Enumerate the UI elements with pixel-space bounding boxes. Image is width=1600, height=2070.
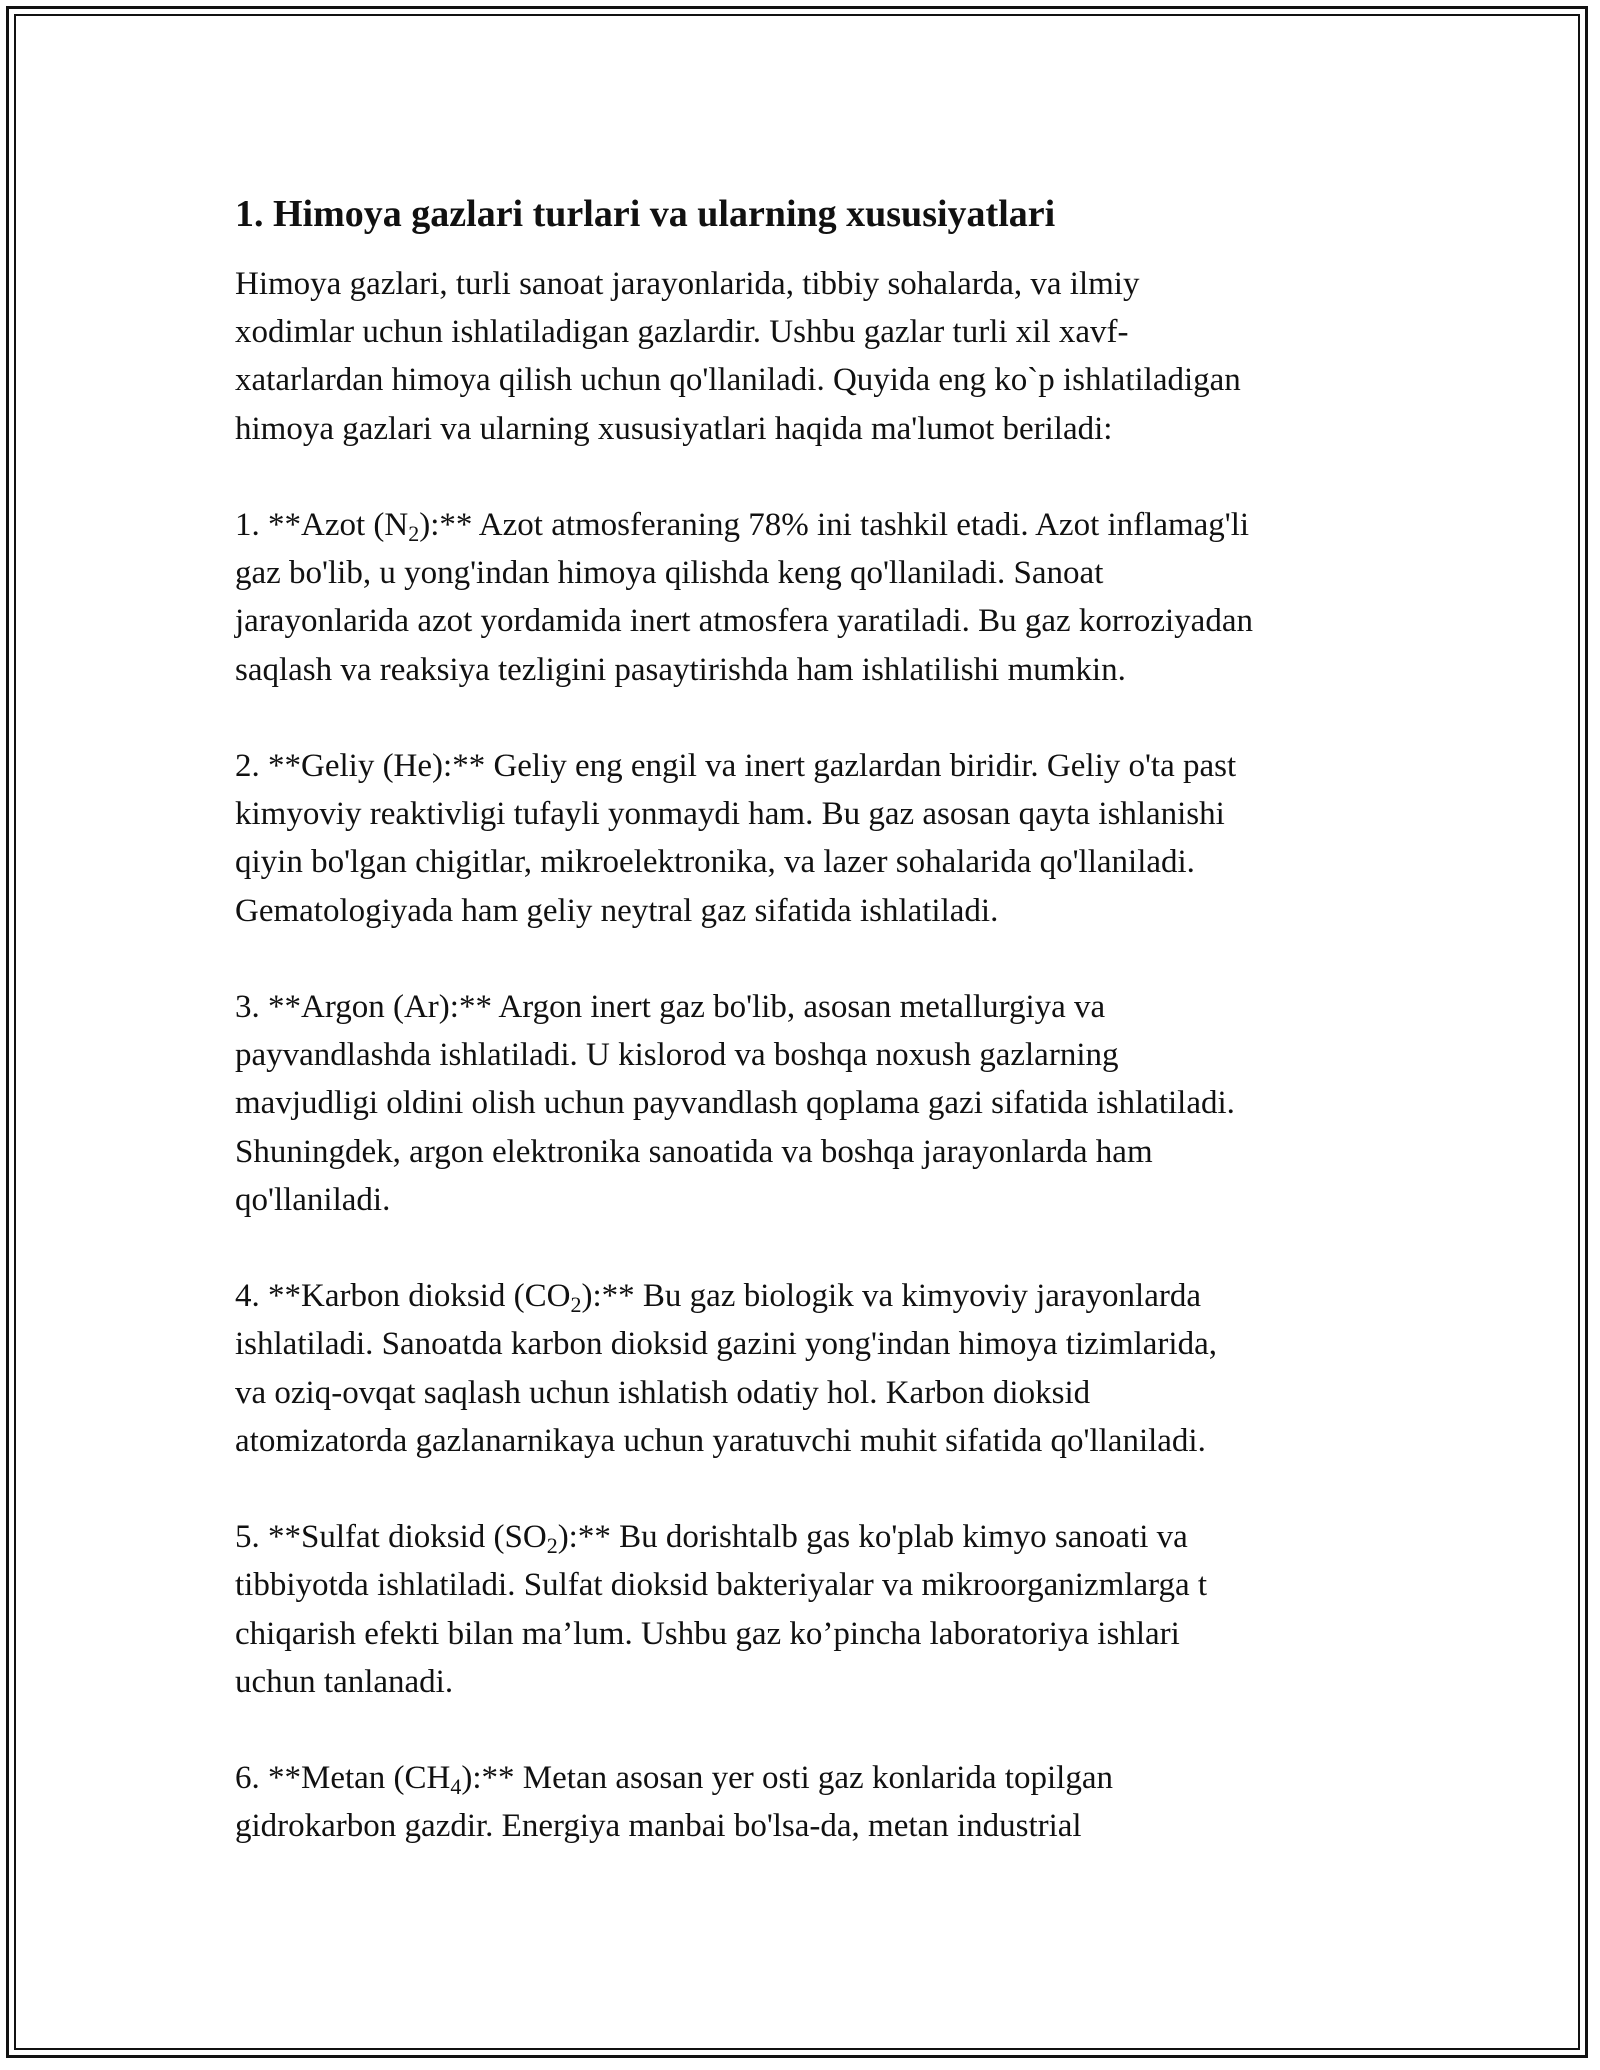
gas-item-metan	[235, 1754, 1375, 1850]
text-line: saqlash va reaksiya tezligini pasaytirishda ham ishlatilishi mumkin.	[235, 651, 1126, 688]
subscript: 2	[546, 1533, 558, 1559]
item-lead-rest: ):** Bu gaz biologik va kimyoviy jarayonlarda	[581, 1278, 1202, 1315]
paragraph-gap	[235, 453, 1375, 501]
text-line	[235, 1754, 1375, 1802]
item-lead: 5. **Sulfat dioksid (SO	[235, 1519, 547, 1556]
text-line: jarayonlarida azot yordamida inert atmosfera yaratiladi. Bu gaz korroziyadan	[235, 603, 1253, 640]
text-line: 3. **Argon (Ar):** Argon inert gaz bo'lib, asosan metallurgiya va	[235, 989, 1106, 1025]
subscript: 2	[408, 521, 420, 546]
text-line: uchun tanlanadi.	[235, 1663, 454, 1700]
gas-item-geliy	[235, 742, 1375, 935]
text-line: ishlatiladi. Sanoatda karbon dioksid gazini yong'indan himoya tizimlarida,	[235, 1326, 1217, 1363]
paragraph-gap	[235, 1706, 1375, 1754]
text-line: gaz bo'lib, u yong'indan himoya qilishda keng qo'llaniladi. Sanoat	[235, 555, 1104, 592]
text-line: xatarlardan himoya qilish uchun qo'llaniladi. Quyida eng ko`p ishlatiladigan	[235, 362, 1241, 399]
text-line: Shuningdek, argon elektronika sanoatida va boshqa jarayonlarda ham	[235, 1133, 1153, 1170]
item-lead-rest: ):** Metan asosan yer osti gaz konlarida topilgan	[461, 1760, 1113, 1797]
text-line: atomizatorda gazlanarnikaya uchun yaratuvchi muhit sifatida qo'llaniladi.	[235, 1422, 1206, 1459]
subscript: 4	[450, 1774, 462, 1800]
text-line	[235, 1272, 1375, 1320]
text-line: xodimlar uchun ishlatiladigan gazlardir. Ushbu gazlar turli xil xavf-	[235, 314, 1129, 351]
section-heading: 1. Himoya gazlari turlari va ularning xususiyatlari	[235, 193, 1056, 235]
gas-item-karbon-dioksid	[235, 1272, 1375, 1465]
intro-paragraph	[235, 260, 1375, 453]
text-line: 2. **Geliy (He):** Geliy eng engil va inert gazlardan biridir. Geliy o'ta past	[235, 748, 1237, 784]
text-line: tibbiyotda ishlatiladi. Sulfat dioksid bakteriyalar va mikroorganizmlarga t	[235, 1567, 1208, 1604]
paragraph-gap	[235, 1224, 1375, 1272]
text-line: mavjudligi oldini olish uchun payvandlash qoplama gazi sifatida ishlatiladi.	[235, 1085, 1235, 1122]
gas-item-sulfat-dioksid	[235, 1513, 1375, 1706]
text-line: chiqarish efekti bilan ma’lum. Ushbu gaz ko’pincha laboratoriya ishlari	[235, 1615, 1180, 1652]
gas-item-argon	[235, 983, 1375, 1224]
text-line: kimyoviy reaktivligi tufayli yonmaydi ham. Bu gaz asosan qayta ishlanishi	[235, 796, 1225, 833]
text-line: Gematologiyada ham geliy neytral gaz sifatida ishlatiladi.	[235, 892, 999, 929]
subscript: 2	[570, 1292, 582, 1318]
item-lead-rest: ):** Azot atmosferaning 78% ini tashkil etadi. Azot inflamag'li	[419, 507, 1250, 543]
item-lead-rest: ):** Bu dorishtalb gas ko'plab kimyo sanoati va	[557, 1519, 1188, 1556]
text-line: himoya gazlari va ularning xususiyatlari haqida ma'lumot beriladi:	[235, 410, 1113, 447]
item-lead: 6. **Metan (CH	[235, 1760, 451, 1797]
document-body	[235, 186, 1375, 1851]
text-line: qiyin bo'lgan chigitlar, mikroelektronika, va lazer sohalarida qo'llaniladi.	[235, 844, 1195, 881]
item-lead: 1. **Azot (N	[235, 507, 409, 543]
text-line	[235, 1513, 1375, 1561]
item-lead: 4. **Karbon dioksid (CO	[235, 1278, 571, 1315]
gas-item-azot	[235, 501, 1375, 694]
paragraph-gap	[235, 1465, 1375, 1513]
text-line	[235, 501, 1375, 549]
text-line: gidrokarbon gazdir. Energiya manbai bo'lsa-da, metan industrial	[235, 1808, 1082, 1845]
text-line: va oziq-ovqat saqlash uchun ishlatish odatiy hol. Karbon dioksid	[235, 1374, 1091, 1411]
text-line: payvandlashda ishlatiladi. U kislorod va boshqa noxush gazlarning	[235, 1037, 1119, 1074]
text-line: qo'llaniladi.	[235, 1181, 391, 1218]
paragraph-gap	[235, 935, 1375, 983]
text-line: Himoya gazlari, turli sanoat jarayonlarida, tibbiy sohalarda, va ilmiy	[235, 266, 1140, 302]
paragraph-gap	[235, 694, 1375, 742]
